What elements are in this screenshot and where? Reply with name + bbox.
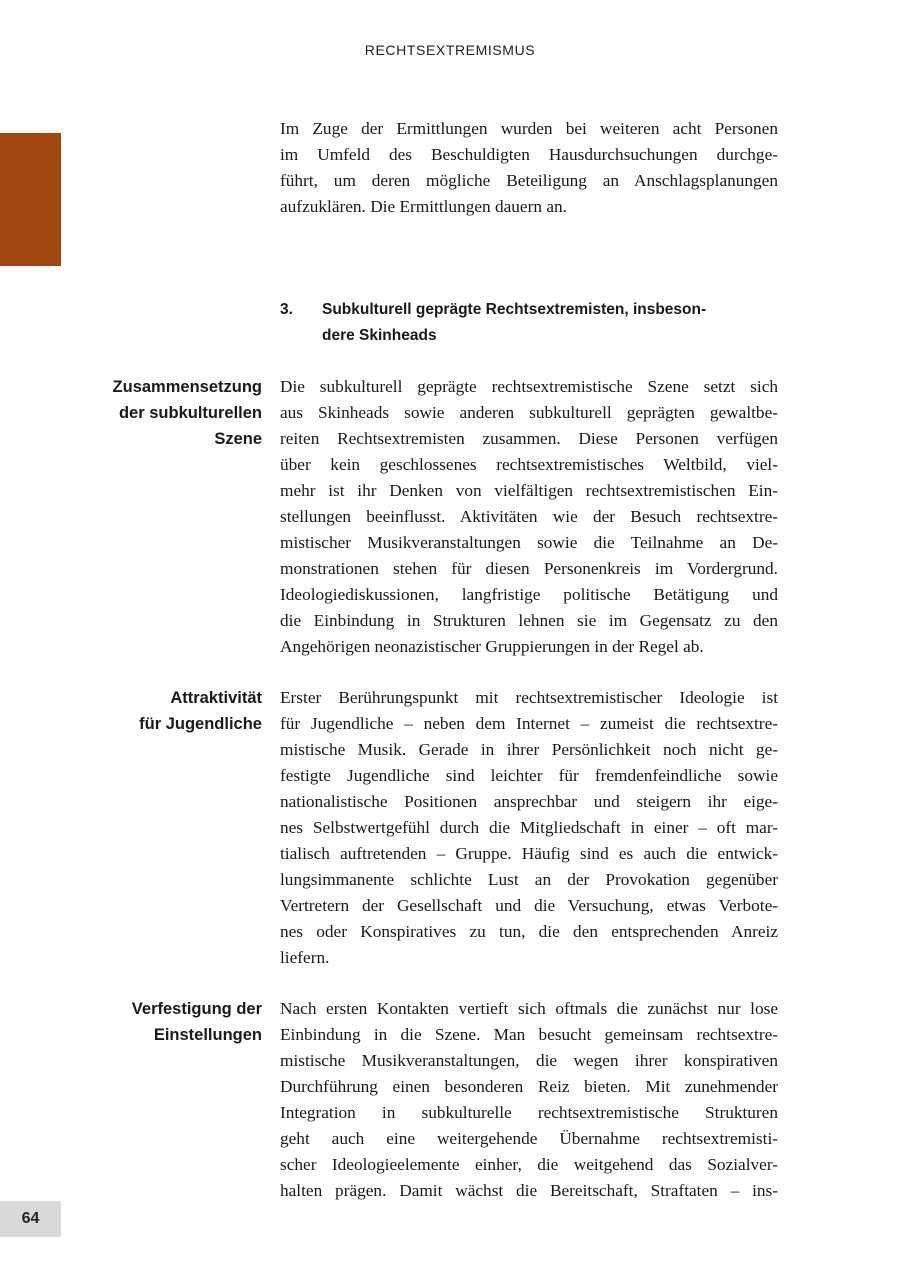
text-line: liefern. [280,948,330,967]
text-line: mistischer Musikveranstaltungen sowie die Teilnahme an De- [280,533,778,552]
text-line: festigte Jugendliche sind leichter für fremdenfeindliche sowie [280,766,778,785]
text-line: Angehörigen neonazistischer Gruppierungen in der Regel ab. [280,637,704,656]
text-line: geht auch eine weitergehende Übernahme rechtsextremisti- [280,1129,778,1148]
body-paragraph [280,685,778,971]
text-line: Im Zuge der Ermittlungen wurden bei weiteren acht Personen [280,119,778,138]
text-line: Vertretern der Gesellschaft und die Versuchung, etwas Verbote- [280,896,778,915]
body-paragraph [280,996,778,1204]
intro-paragraph [280,116,778,220]
margin-label-line: Verfestigung der [131,1000,262,1018]
text-line: scher Ideologieelemente einher, die weitgehend das Sozialver- [280,1155,778,1174]
margin-label [62,685,262,737]
text-line: nes Selbstwertgefühl durch die Mitgliedschaft in einer – oft mar- [280,818,778,837]
body-paragraph [280,374,778,660]
text-line: Die subkulturell geprägte rechtsextremistische Szene setzt sich [280,377,778,396]
section-heading [280,297,780,349]
text-line: Ideologiediskussionen, langfristige politische Betätigung und [280,585,778,604]
margin-label-line: Zusammensetzung [112,378,262,396]
margin-label-line: für Jugendliche [139,715,262,733]
text-line: monstrationen stehen für diesen Personenkreis im Vordergrund. [280,559,778,578]
text-line: mehr ist ihr Denken von vielfältigen rechtsextremistischen Ein- [280,481,778,500]
text-line: lungsimmanente schlichte Lust an der Provokation gegenüber [280,870,778,889]
text-line: Durchführung einen besonderen Reiz bieten. Mit zunehmender [280,1077,778,1096]
margin-label [62,996,262,1048]
page-number: 64 [0,1201,61,1237]
margin-label [62,374,262,452]
running-header: RECHTSEXTREMISMUS [364,42,536,58]
text-line: aus Skinheads sowie anderen subkulturell geprägten gewaltbe- [280,403,778,422]
text-line: die Einbindung in Strukturen lehnen sie im Gegensatz zu den [280,611,778,630]
text-line: über kein geschlossenes rechtsextremistisches Weltbild, viel- [280,455,778,474]
section-title-line: Subkulturell geprägte Rechtsextremisten, insbeson- [322,301,707,318]
chapter-tab-marker [0,133,61,266]
text-line: halten prägen. Damit wächst die Bereitschaft, Straftaten – ins- [280,1181,778,1200]
text-line: aufzuklären. Die Ermittlungen dauern an. [280,197,567,216]
text-line: mistische Musikveranstaltungen, die wegen ihrer konspirativen [280,1051,778,1070]
margin-label-line: Attraktivität [170,689,262,707]
text-line: Einbindung in die Szene. Man besucht gemeinsam rechtsextre- [280,1025,778,1044]
text-line: stellungen beeinflusst. Aktivitäten wie der Besuch rechtsextre- [280,507,778,526]
text-line: Integration in subkulturelle rechtsextremistische Strukturen [280,1103,778,1122]
section-title-line: dere Skinheads [322,327,437,344]
margin-label-line: der subkulturellen [118,404,262,422]
text-line: Nach ersten Kontakten vertieft sich oftmals die zunächst nur lose [280,999,778,1018]
text-line: nationalistische Positionen ansprechbar und steigern ihr eige- [280,792,778,811]
text-line: für Jugendliche – neben dem Internet – zumeist die rechtsextre- [280,714,778,733]
text-line: Erster Berührungspunkt mit rechtsextremistischer Ideologie ist [280,688,778,707]
text-line: nes oder Konspiratives zu tun, die den entsprechenden Anreiz [280,922,778,941]
text-line: im Umfeld des Beschuldigten Hausdurchsuchungen durchge- [280,145,778,164]
text-line: tialisch auftretenden – Gruppe. Häufig sind es auch die entwick- [280,844,778,863]
text-line: mistische Musik. Gerade in ihrer Persönlichkeit noch nicht ge- [280,740,778,759]
section-number: 3. [280,301,293,318]
margin-label-line: Einstellungen [153,1026,262,1044]
margin-label-line: Szene [214,430,262,448]
text-line: reiten Rechtsextremisten zusammen. Diese Personen verfügen [280,429,778,448]
text-line: führt, um deren mögliche Beteiligung an Anschlagsplanungen [280,171,778,190]
